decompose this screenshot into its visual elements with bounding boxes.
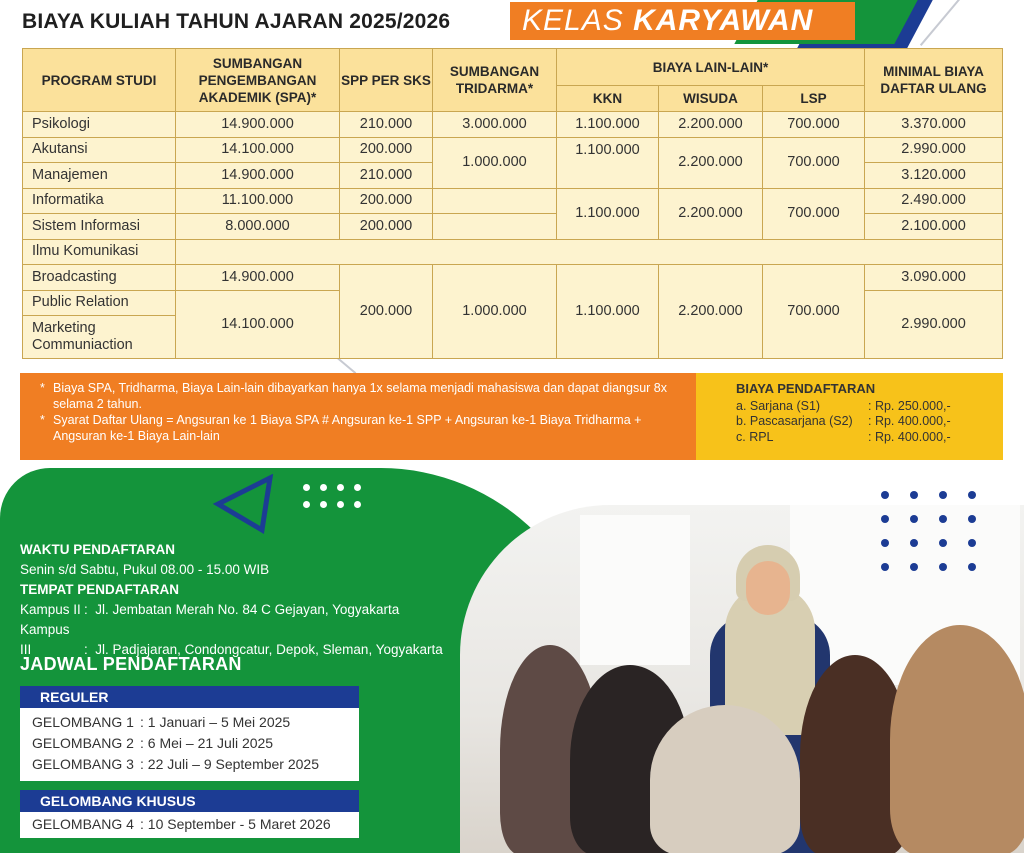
header-biaya-lain: BIAYA LAIN-LAIN*: [557, 49, 865, 86]
tempat-title: TEMPAT PENDAFTARAN: [20, 582, 179, 597]
header-program-studi: PROGRAM STUDI: [23, 49, 176, 112]
note-asterisk: *: [40, 413, 45, 427]
note-asterisk: *: [40, 381, 45, 395]
fee-table: [22, 48, 1003, 359]
kkn-cell: 1.100.000: [557, 188, 659, 239]
minimal-cell: 2.990.000: [865, 137, 1003, 163]
waktu-text: Senin s/d Sabtu, Pukul 08.00 - 15.00 WIB: [20, 562, 270, 577]
triangle-decoration: [212, 474, 274, 536]
table-row: [23, 239, 1003, 265]
tridarma-cell-empty: [433, 214, 557, 240]
page-title: BIAYA KULIAH TAHUN AJARAN 2025/2026: [22, 10, 451, 33]
program-cell: Ilmu Komunikasi: [23, 239, 176, 265]
table-row: [23, 112, 1003, 138]
minimal-cell: 2.990.000: [865, 290, 1003, 359]
audience-head: [650, 705, 800, 853]
wisuda-cell: 2.200.000: [659, 112, 763, 138]
spp-cell: 200.000: [340, 137, 433, 163]
header-lsp: LSP: [763, 86, 865, 112]
wisuda-cell: 2.200.000: [659, 188, 763, 239]
kkn-cell: 1.100.000: [557, 112, 659, 138]
table-row: [23, 188, 1003, 214]
minimal-cell: 3.370.000: [865, 112, 1003, 138]
photo-window: [580, 515, 690, 665]
registration-fee-title: BIAYA PENDAFTARAN: [736, 381, 876, 396]
khusus-card-title: GELOMBANG KHUSUS: [20, 790, 359, 812]
program-cell: Psikologi: [23, 112, 176, 138]
presenter-face: [746, 561, 790, 615]
khusus-card: [20, 790, 359, 838]
spp-cell: 200.000: [340, 214, 433, 240]
header-kkn: KKN: [557, 86, 659, 112]
minimal-cell: 3.090.000: [865, 265, 1003, 291]
registration-fee-row: b. Pascasarjana (S2) : Rp. 400.000,-: [736, 414, 951, 428]
kelas-label: KELAS KARYAWAN: [510, 2, 855, 40]
program-cell: Marketing Communiaction: [23, 316, 176, 359]
waktu-title: WAKTU PENDAFTARAN: [20, 542, 175, 557]
program-cell: Public Relation: [23, 290, 176, 316]
registration-fee-row: c. RPL : Rp. 400.000,-: [736, 429, 951, 444]
kampus-line: Kampus III : Jl. Padjajaran, Condongcatur, Depok, Sleman, Yogyakarta: [20, 622, 443, 657]
empty-span-cell: [176, 239, 1003, 265]
spp-cell: 210.000: [340, 163, 433, 189]
lsp-cell: 700.000: [763, 188, 865, 239]
wave-row: GELOMBANG 2 : 6 Mei – 21 Juli 2025: [32, 735, 274, 751]
minimal-cell: 2.490.000: [865, 188, 1003, 214]
notes-panel: [20, 373, 696, 460]
tridarma-cell: 1.000.000: [433, 137, 557, 188]
table-row: [23, 137, 1003, 163]
spp-cell: 200.000: [340, 265, 433, 359]
kkn-cell: 1.100.000: [557, 265, 659, 359]
spp-cell: 200.000: [340, 188, 433, 214]
header-spa: SUMBANGAN PENGEMBANGAN AKADEMIK (SPA)*: [176, 49, 340, 112]
header-spp: SPP PER SKS: [340, 49, 433, 112]
program-cell: Akutansi: [23, 137, 176, 163]
spa-cell: 14.900.000: [176, 112, 340, 138]
minimal-cell: 3.120.000: [865, 163, 1003, 189]
kampus-line: Kampus II : Jl. Jembatan Merah No. 84 C Gejayan, Yogyakarta: [20, 602, 400, 617]
lsp-cell: 700.000: [763, 137, 865, 188]
lsp-cell: 700.000: [763, 265, 865, 359]
wisuda-cell: 2.200.000: [659, 265, 763, 359]
program-cell: Manajemen: [23, 163, 176, 189]
reguler-card-title: REGULER: [20, 686, 359, 708]
reguler-card: [20, 686, 359, 781]
minimal-cell: 2.100.000: [865, 214, 1003, 240]
tridarma-cell: 1.000.000: [433, 265, 557, 359]
lsp-cell: 700.000: [763, 112, 865, 138]
program-cell: Sistem Informasi: [23, 214, 176, 240]
wave-row: GELOMBANG 3 : 22 Juli – 9 September 2025: [32, 756, 320, 772]
program-cell: Informatika: [23, 188, 176, 214]
spa-cell: 14.900.000: [176, 163, 340, 189]
dot-grid-decoration: [881, 491, 976, 571]
registration-fee-row: a. Sarjana (S1) : Rp. 250.000,-: [736, 398, 951, 413]
spa-cell: 14.900.000: [176, 265, 340, 291]
tridarma-cell: 3.000.000: [433, 112, 557, 138]
header-tridarma: SUMBANGAN TRIDARMA*: [433, 49, 557, 112]
registration-fee-panel: [696, 373, 1003, 460]
header-minimal-biaya: MINIMAL BIAYA DAFTAR ULANG: [865, 49, 1003, 112]
table-row: [23, 265, 1003, 291]
spa-cell: 8.000.000: [176, 214, 340, 240]
kkn-cell: 1.100.000: [557, 137, 659, 188]
wave-row: GELOMBANG 1 : 1 Januari – 5 Mei 2025: [32, 714, 291, 730]
header-wisuda: WISUDA: [659, 86, 763, 112]
registration-info: [20, 540, 443, 660]
spp-cell: 210.000: [340, 112, 433, 138]
wisuda-cell: 2.200.000: [659, 137, 763, 188]
note-item: * Syarat Daftar Ulang = Angsuran ke 1 Biaya SPA # Angsuran ke-1 SPP + Angsuran ke-1 Biaya Tridharma + Angsuran ke-1 Biaya Lain-lain: [40, 413, 642, 443]
spa-cell: 11.100.000: [176, 188, 340, 214]
wave-row: GELOMBANG 4 : 10 September - 5 Maret 2026: [32, 816, 331, 832]
tridarma-cell-empty: [433, 188, 557, 214]
schedule-title: JADWAL PENDAFTARAN: [20, 654, 242, 674]
spa-cell: 14.100.000: [176, 290, 340, 359]
dot-grid-decoration: [303, 484, 361, 508]
kelas-banner: [510, 0, 860, 42]
note-item: * Biaya SPA, Tridharma, Biaya Lain-lain dibayarkan hanya 1x selama menjadi mahasiswa dan dapat diangsur 8x selama 2 tahun.: [40, 381, 668, 411]
audience-head: [890, 625, 1024, 853]
program-cell: Broadcasting: [23, 265, 176, 291]
spa-cell: 14.100.000: [176, 137, 340, 163]
